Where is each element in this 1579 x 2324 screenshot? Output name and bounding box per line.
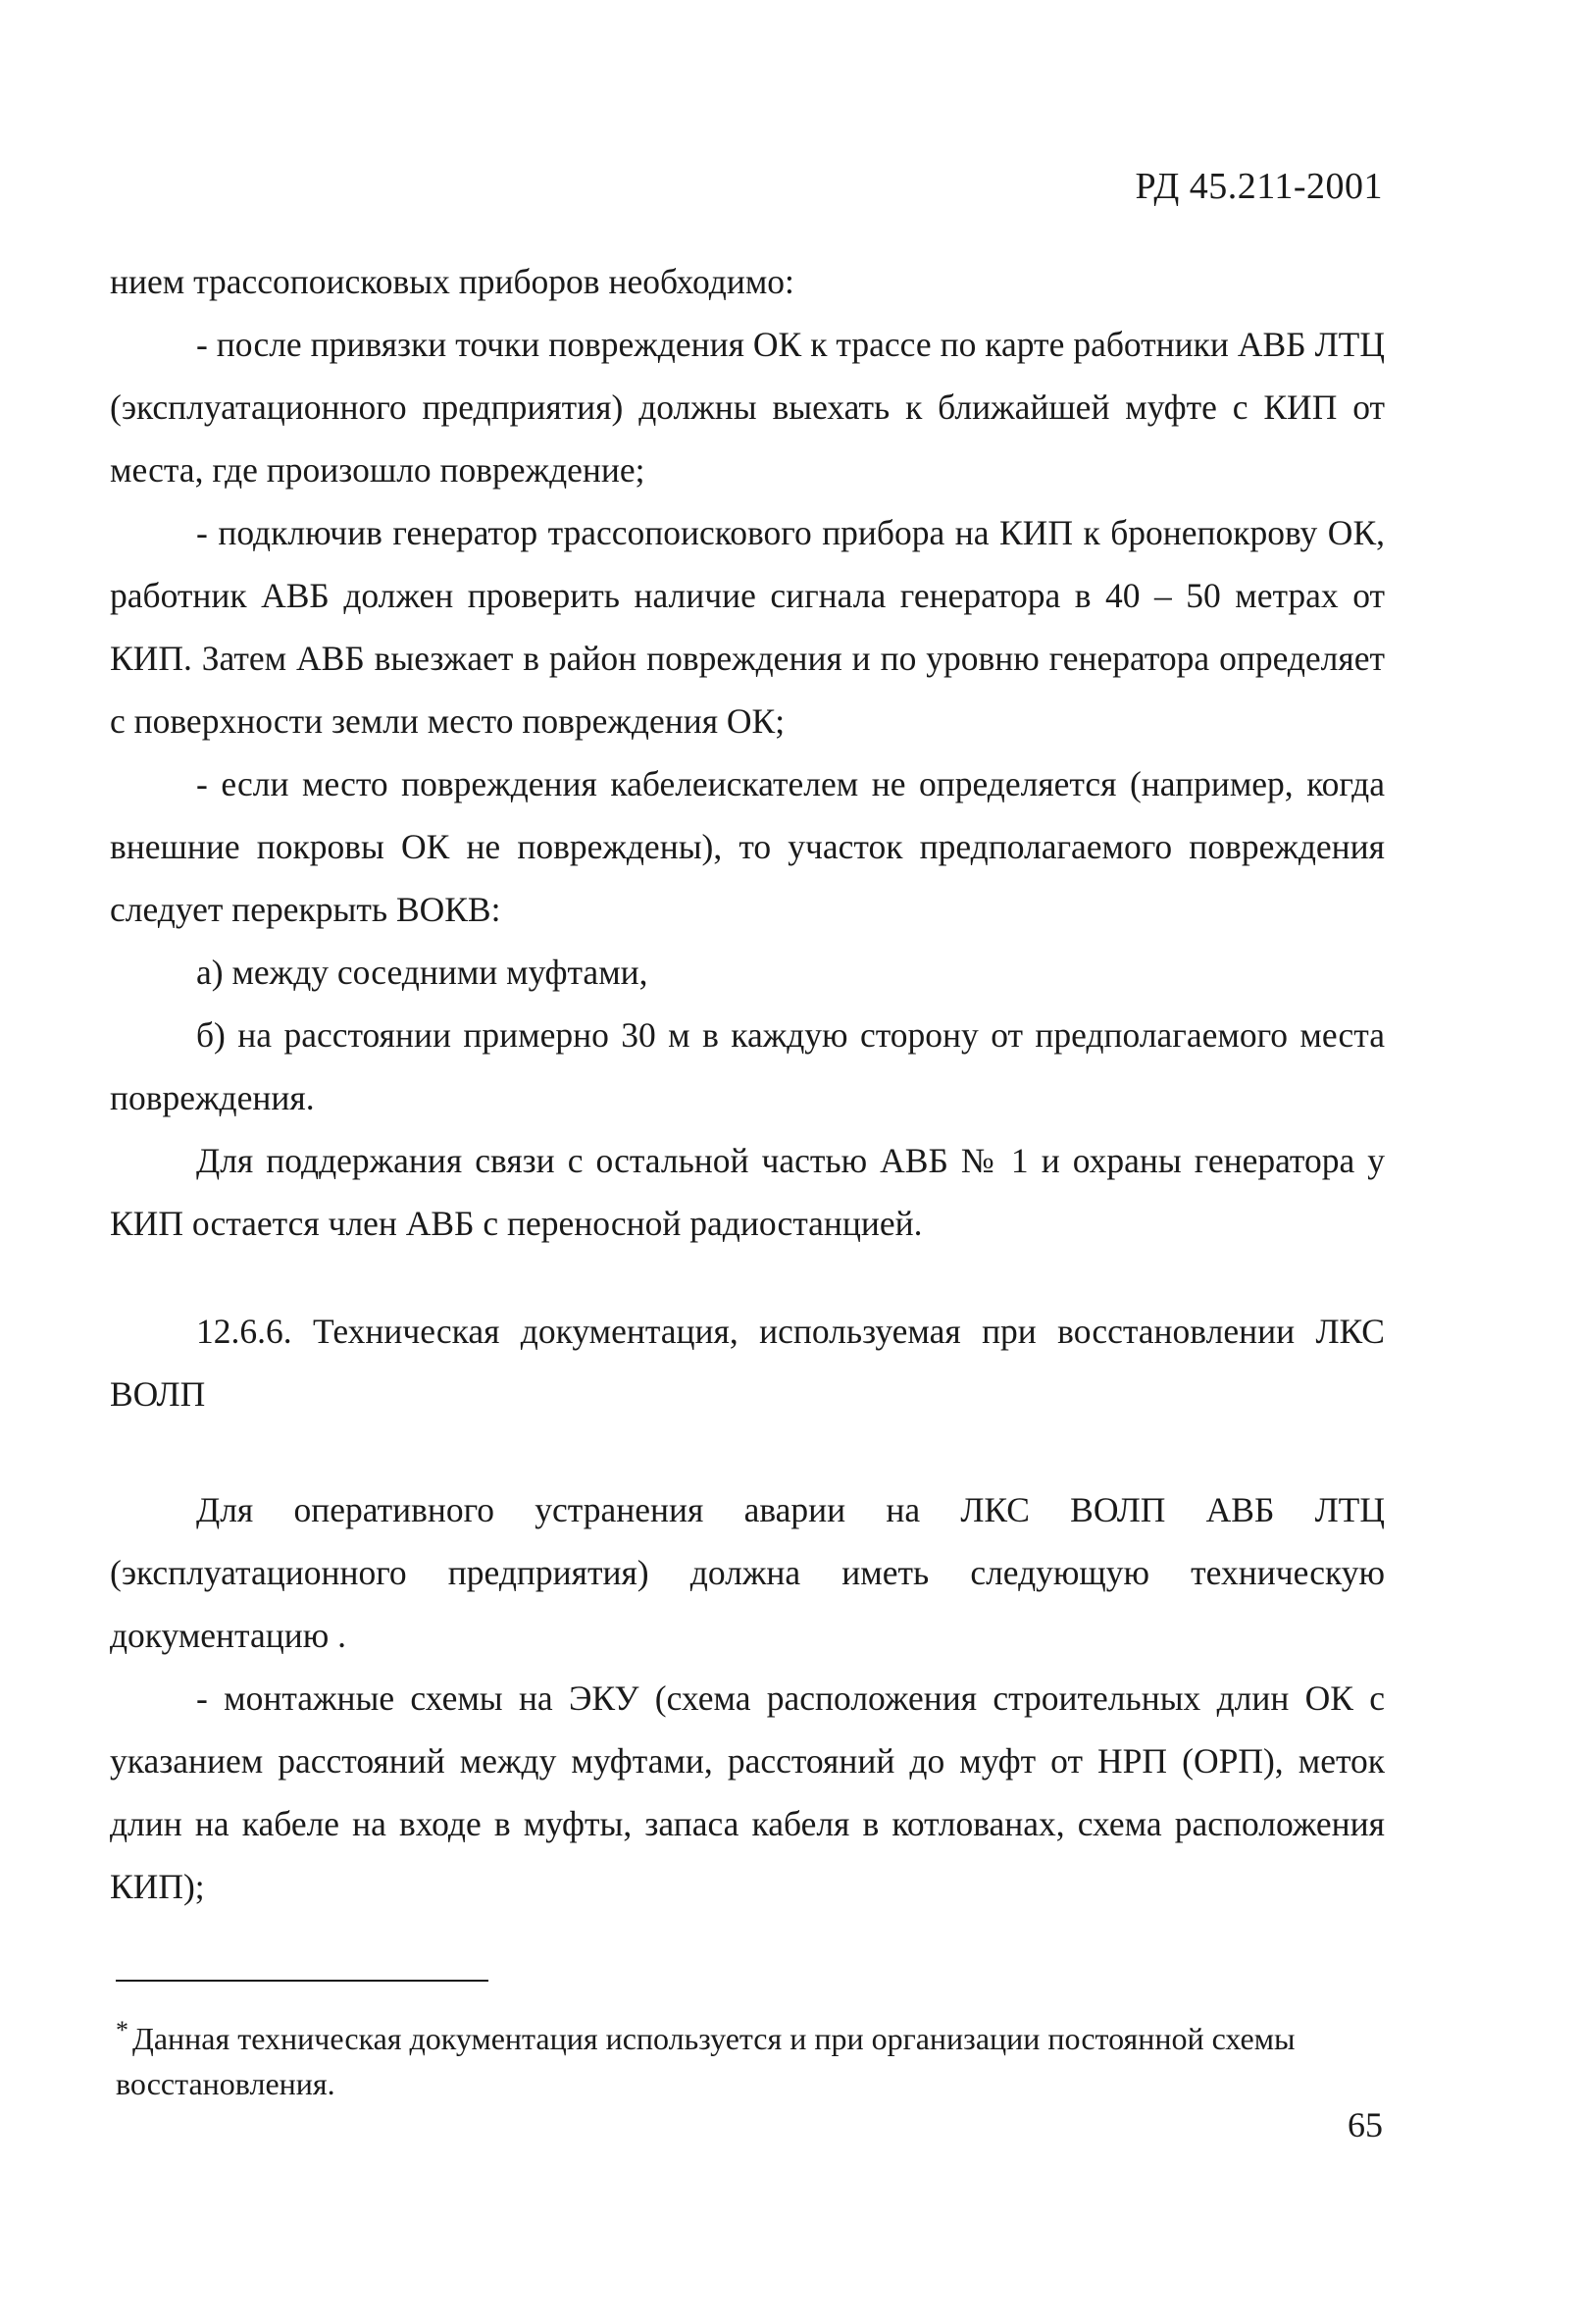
paragraph-item: - если место повреждения кабелеискателем не определяется (например, когда внешние покровы ОК не повреждены), то участок предполагаемого повреждения следует перекрыть ВОКВ: [110, 764, 1385, 929]
paragraph: Для оперативного устранения аварии на ЛКС ВОЛП АВБ ЛТЦ (эксплуатационного предприятия) должна иметь следующую техническую документацию . [110, 1490, 1385, 1655]
paragraph-item: - монтажные схемы на ЭКУ (схема расположения строительных длин ОК с указанием расстояний между муфтами, расстояний до муфт от НРП (ОРП), меток длин на кабеле на входе в муфты, запаса кабеля в котлованах, схема расположения КИП); [110, 1678, 1385, 1906]
footnote-divider [116, 1980, 488, 1982]
section-heading: 12.6.6. Техническая документация, используемая при восстановлении ЛКС ВОЛП [110, 1312, 1385, 1414]
footnote-marker: * [116, 2016, 128, 2044]
page-number: 65 [1348, 2105, 1383, 2144]
document-code: РД 45.211-2001 [1135, 166, 1383, 207]
footnote-text: Данная техническая документация используется и при организации постоянной схемы восстановления. [116, 2021, 1296, 2101]
body-text [110, 250, 1385, 1918]
paragraph-item: - подключив генератор трассопоискового прибора на КИП к бронепокрову ОК, работник АВБ должен проверить наличие сигнала генератора в 40 – 50 метрах от КИП. Затем АВБ выезжает в район повреждения и по уровню генератора определяет с поверхности земли место повреждения ОК; [110, 513, 1385, 741]
paragraph-continuation: нием трассопоисковых приборов необходимо: [110, 262, 794, 301]
footnote [116, 2016, 1391, 2106]
paragraph: Для поддержания связи с остальной частью АВБ № 1 и охраны генератора у КИП остается член АВБ с переносной радиостанцией. [110, 1141, 1385, 1243]
paragraph-subitem: б) на расстоянии примерно 30 м в каждую сторону от предполагаемого места повреждения. [110, 1015, 1385, 1117]
paragraph-subitem: а) между соседними муфтами, [196, 953, 648, 992]
paragraph-item: - после привязки точки повреждения ОК к трассе по карте работники АВБ ЛТЦ (эксплуатационного предприятия) должны выехать к ближайшей муфте с КИП от места, где произошло повреждение; [110, 325, 1385, 490]
